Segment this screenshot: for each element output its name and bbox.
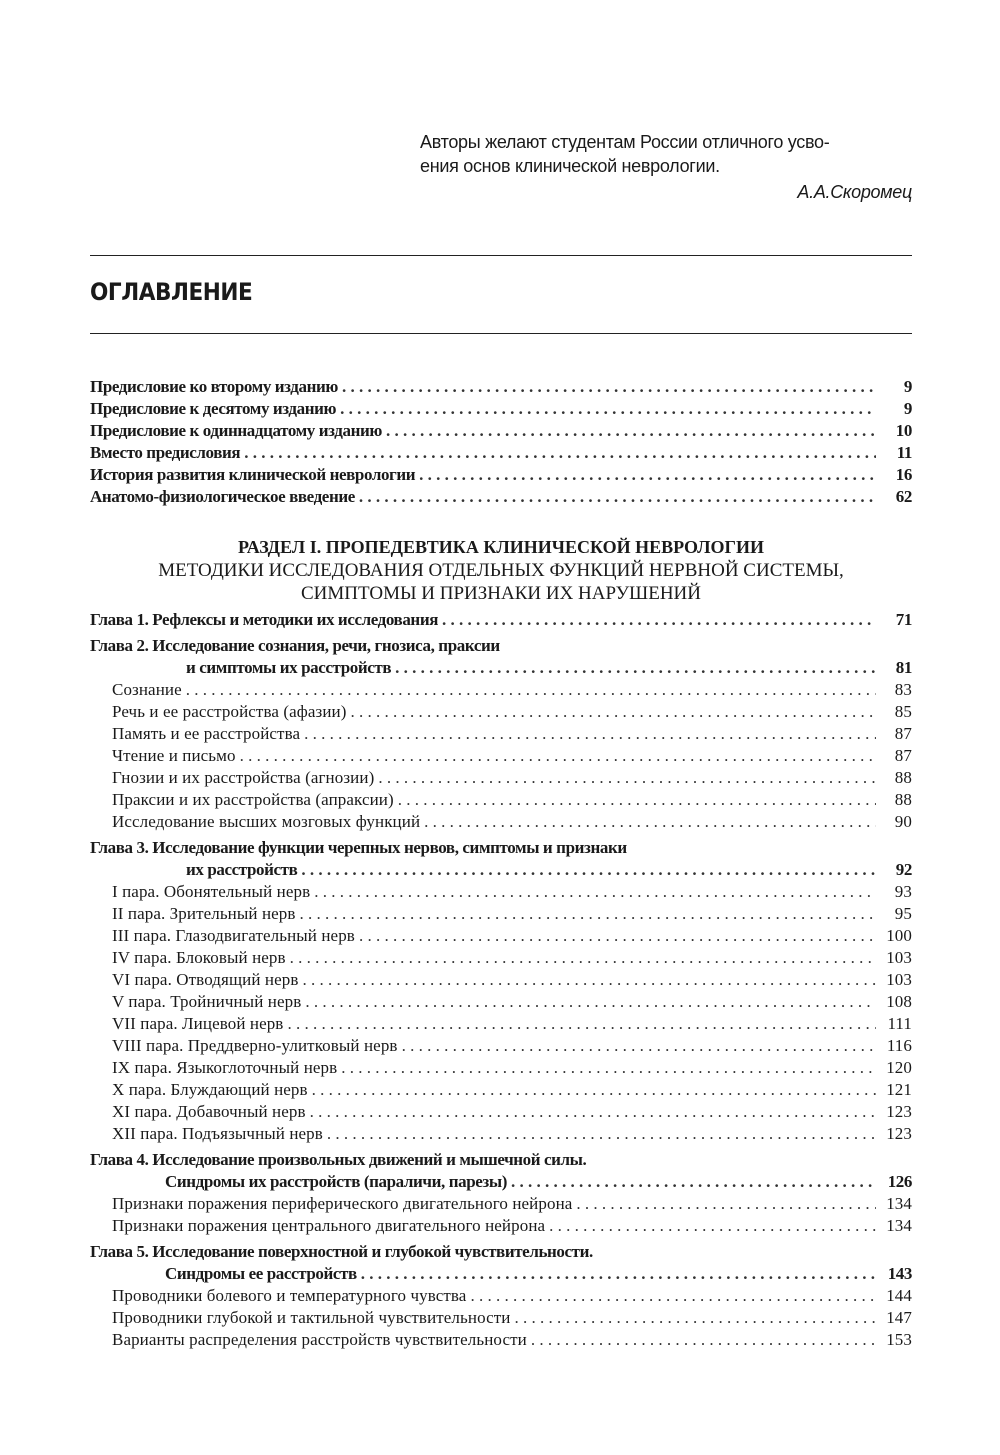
- toc-entry-label: Чтение и письмо: [112, 746, 236, 765]
- toc-page-number: 11: [896, 443, 912, 462]
- toc-entry-label: Варианты распределения расстройств чувствительности: [112, 1330, 527, 1349]
- toc-entry-label: IV пара. Блоковый нерв: [112, 948, 286, 967]
- toc-entry[interactable]: [90, 1193, 912, 1215]
- dot-leader: [186, 679, 876, 701]
- toc-entry[interactable]: [90, 1035, 912, 1057]
- toc-entry-label: Предисловие ко второму изданию: [90, 377, 338, 396]
- toc-entry-label: Проводники болевого и температурного чувства: [112, 1286, 467, 1305]
- dot-leader: [395, 657, 876, 679]
- toc-entry-label: Речь и ее расстройства (афазии): [112, 702, 347, 721]
- toc-page-number: 71: [895, 610, 912, 629]
- toc-entry-label: Признаки поражения центрального двигательного нейрона: [112, 1216, 546, 1235]
- toc-entry[interactable]: [90, 1241, 912, 1263]
- toc-entry-label: XII пара. Подъязычный нерв: [112, 1124, 323, 1143]
- toc-entry[interactable]: [90, 925, 912, 947]
- toc-entry[interactable]: [90, 486, 912, 508]
- toc-page-number: 88: [894, 768, 912, 787]
- dot-leader: [511, 1171, 876, 1193]
- toc-page-number: 9: [903, 377, 912, 396]
- toc-entry[interactable]: [90, 464, 912, 486]
- toc-entry-label: IX пара. Языкоглоточный нерв: [112, 1058, 338, 1077]
- toc-entry-label: V пара. Тройничный нерв: [112, 992, 302, 1011]
- toc-entry[interactable]: [90, 657, 912, 679]
- toc-page-number: 93: [894, 882, 912, 901]
- toc-page-number: 100: [886, 926, 912, 945]
- toc-entry[interactable]: [90, 969, 912, 991]
- divider: [90, 255, 912, 256]
- toc-entry-label: VIII пара. Преддверно-улитковый нерв: [112, 1036, 398, 1055]
- toc-entry-label: Сознание: [112, 680, 182, 699]
- toc-page-number: 147: [886, 1308, 912, 1327]
- toc-entry-label: Проводники глубокой и тактильной чувствительности: [112, 1308, 511, 1327]
- page-title: ОГЛАВЛЕНИЕ: [90, 278, 253, 306]
- dot-leader: [304, 723, 876, 745]
- dot-leader: [386, 420, 876, 442]
- toc-entry[interactable]: [90, 789, 912, 811]
- epigraph: [420, 130, 912, 204]
- dot-leader: [470, 1285, 876, 1307]
- toc-entry[interactable]: [90, 1329, 912, 1351]
- toc-entry[interactable]: [90, 903, 912, 925]
- dot-leader: [424, 811, 876, 833]
- toc-entry-label: VI пара. Отводящий нерв: [112, 970, 299, 989]
- toc-entry[interactable]: [90, 1263, 912, 1285]
- toc-entry[interactable]: [90, 1149, 912, 1171]
- dot-leader: [312, 1079, 876, 1101]
- dot-leader: [290, 947, 876, 969]
- dot-leader: [327, 1123, 876, 1145]
- dot-leader: [549, 1215, 876, 1237]
- toc-page-number: 88: [894, 790, 912, 809]
- toc-entry-label: Предисловие к десятому изданию: [90, 399, 337, 418]
- dot-leader: [361, 1263, 876, 1285]
- toc-entry[interactable]: [90, 1057, 912, 1079]
- toc-entry-label: Предисловие к одиннадцатому изданию: [90, 421, 382, 440]
- toc-entry-label: X пара. Блуждающий нерв: [112, 1080, 308, 1099]
- toc-entry[interactable]: [90, 420, 912, 442]
- toc-entry-label: Глава 4. Исследование произвольных движений и мышечной силы.: [90, 1150, 587, 1169]
- toc-entry-label: и симптомы их расстройств: [186, 658, 392, 677]
- toc-entry-label: Память и ее расстройства: [112, 724, 301, 743]
- toc-page-number: 83: [894, 680, 912, 699]
- epigraph-signature: А.А.Скоромец: [797, 182, 912, 202]
- toc-entry-label: Исследование высших мозговых функций: [112, 812, 421, 831]
- toc-page-number: 85: [894, 702, 912, 721]
- toc-entry-label: VII пара. Лицевой нерв: [112, 1014, 284, 1033]
- toc-entry[interactable]: [90, 1285, 912, 1307]
- toc-page-number: 9: [903, 399, 912, 418]
- toc-page-number: 10: [895, 421, 912, 440]
- toc-entry-label: Гнозии и их расстройства (агнозии): [112, 768, 375, 787]
- dot-leader: [576, 1193, 876, 1215]
- toc-entry[interactable]: [90, 947, 912, 969]
- dot-leader: [359, 486, 876, 508]
- toc-page-number: 121: [886, 1080, 912, 1099]
- toc-entry[interactable]: [90, 745, 912, 767]
- toc-entry-label: Вместо предисловия: [90, 443, 241, 462]
- toc-entry[interactable]: [90, 635, 912, 657]
- toc-entry[interactable]: [90, 1101, 912, 1123]
- toc-entry[interactable]: [90, 679, 912, 701]
- toc-entry[interactable]: [90, 376, 912, 398]
- toc-entry[interactable]: [90, 1079, 912, 1101]
- toc-page-number: 81: [895, 658, 912, 677]
- table-of-contents: [90, 376, 912, 1351]
- toc-entry-label: История развития клинической неврологии: [90, 465, 416, 484]
- toc-entry[interactable]: [90, 701, 912, 723]
- section-heading-line: МЕТОДИКИ ИССЛЕДОВАНИЯ ОТДЕЛЬНЫХ ФУНКЦИЙ НЕРВНОЙ СИСТЕМЫ,: [158, 560, 844, 581]
- dot-leader: [419, 464, 876, 486]
- toc-page-number: 116: [886, 1036, 912, 1055]
- toc-entry[interactable]: [90, 767, 912, 789]
- toc-page-number: 144: [886, 1286, 912, 1305]
- dot-leader: [240, 745, 876, 767]
- dot-leader: [350, 701, 876, 723]
- dot-leader: [342, 376, 876, 398]
- toc-entry-label: Глава 2. Исследование сознания, речи, гнозиса, праксии: [90, 636, 500, 655]
- toc-page-number: 92: [895, 860, 912, 879]
- dot-leader: [442, 609, 876, 631]
- toc-page-number: 90: [894, 812, 912, 831]
- toc-entry-label: Праксии и их расстройства (апраксии): [112, 790, 394, 809]
- section-heading-line: СИМПТОМЫ И ПРИЗНАКИ ИХ НАРУШЕНИЙ: [300, 583, 701, 604]
- toc-entry-label: III пара. Глазодвигательный нерв: [112, 926, 355, 945]
- dot-leader: [301, 859, 876, 881]
- toc-entry[interactable]: [90, 1215, 912, 1237]
- divider: [90, 333, 912, 334]
- epigraph-line: Авторы желают студентам России отличного усво-: [420, 132, 830, 152]
- epigraph-line: ения основ клинической неврологии.: [420, 156, 720, 176]
- toc-entry[interactable]: [90, 398, 912, 420]
- toc-page-number: 123: [886, 1124, 912, 1143]
- toc-entry-label: XI пара. Добавочный нерв: [112, 1102, 306, 1121]
- dot-leader: [378, 767, 876, 789]
- section-heading-line: РАЗДЕЛ I. ПРОПЕДЕВТИКА КЛИНИЧЕСКОЙ НЕВРОЛОГИИ: [238, 537, 764, 557]
- toc-entry[interactable]: [90, 723, 912, 745]
- dot-leader: [314, 881, 876, 903]
- dot-leader: [341, 1057, 876, 1079]
- toc-page-number: 134: [886, 1194, 912, 1213]
- dot-leader: [310, 1101, 876, 1123]
- toc-page-number: 62: [895, 487, 912, 506]
- toc-entry-label: I пара. Обонятельный нерв: [112, 882, 311, 901]
- dot-leader: [402, 1035, 876, 1057]
- dot-leader: [531, 1329, 876, 1351]
- toc-page-number: 111: [887, 1014, 912, 1033]
- toc-entry[interactable]: [90, 859, 912, 881]
- toc-entry[interactable]: [90, 1123, 912, 1145]
- toc-entry[interactable]: [90, 837, 912, 859]
- toc-page-number: 16: [895, 465, 912, 484]
- toc-entry-label: Глава 3. Исследование функции черепных нервов, симптомы и признаки: [90, 838, 627, 857]
- toc-entry-label: Синдромы ее расстройств: [165, 1264, 357, 1283]
- toc-entry[interactable]: [90, 811, 912, 833]
- dot-leader: [514, 1307, 876, 1329]
- dot-leader: [305, 991, 876, 1013]
- toc-page-number: 126: [887, 1172, 912, 1191]
- toc-entry[interactable]: [90, 442, 912, 464]
- dot-leader: [302, 969, 876, 991]
- toc-entry[interactable]: [90, 609, 912, 631]
- toc-page-number: 87: [894, 746, 912, 765]
- toc-entry-label: Признаки поражения периферического двигательного нейрона: [112, 1194, 573, 1213]
- toc-page-number: 103: [886, 970, 912, 989]
- toc-entry[interactable]: [90, 881, 912, 903]
- toc-entry-label: Глава 1. Рефлексы и методики их исследования: [90, 610, 439, 629]
- dot-leader: [359, 925, 876, 947]
- toc-entry-label: Синдромы их расстройств (параличи, парезы): [165, 1172, 507, 1191]
- toc-page-number: 123: [886, 1102, 912, 1121]
- toc-entry[interactable]: [90, 1307, 912, 1329]
- toc-entry[interactable]: [90, 1171, 912, 1193]
- dot-leader: [340, 398, 876, 420]
- toc-entry-label: II пара. Зрительный нерв: [112, 904, 296, 923]
- toc-entry-label: Анатомо-физиологическое введение: [90, 487, 355, 506]
- toc-page-number: 95: [894, 904, 912, 923]
- toc-page-number: 103: [886, 948, 912, 967]
- dot-leader: [287, 1013, 876, 1035]
- toc-entry[interactable]: [90, 1013, 912, 1035]
- toc-page-number: 108: [886, 992, 912, 1011]
- toc-page-number: 143: [887, 1264, 912, 1283]
- toc-page-number: 134: [886, 1216, 912, 1235]
- toc-entry[interactable]: [90, 991, 912, 1013]
- toc-entry-label: Глава 5. Исследование поверхностной и глубокой чувствительности.: [90, 1242, 593, 1261]
- dot-leader: [244, 442, 876, 464]
- dot-leader: [398, 789, 876, 811]
- dot-leader: [300, 903, 876, 925]
- toc-page-number: 120: [886, 1058, 912, 1077]
- toc-page-number: 153: [886, 1330, 912, 1349]
- toc-page-number: 87: [894, 724, 912, 743]
- section-heading: [90, 536, 912, 605]
- toc-entry-label: их расстройств: [186, 860, 298, 879]
